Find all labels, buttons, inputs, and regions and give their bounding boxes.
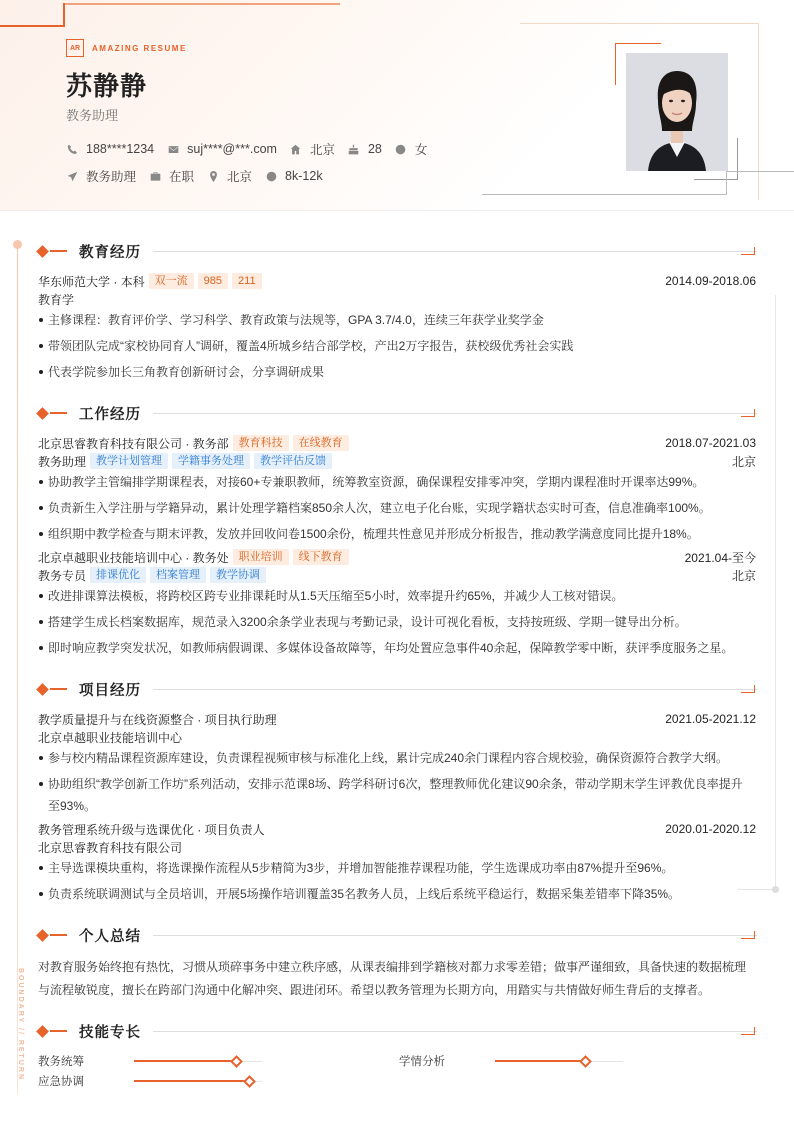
company-name: 北京卓越职业技能培训中心 · 教务处 [38, 550, 229, 565]
decorative-line [726, 171, 794, 172]
project-org-line [38, 839, 756, 855]
send-icon [66, 170, 78, 182]
major: 教育学 [38, 292, 75, 307]
date-range: 2021.04-至今 [684, 550, 756, 565]
work-city: 北京 [731, 454, 756, 469]
tag: 在线教育 [293, 435, 349, 451]
skill-item [38, 1053, 262, 1069]
rail-dot [772, 886, 779, 893]
decorative-line [50, 1030, 67, 1032]
section-title: 技能专长 [79, 1024, 141, 1041]
corner-mark [741, 247, 755, 255]
section-heading-projects [37, 681, 757, 697]
list-item: 参与校内精品课程资源库建设，负责课程视频审核与标准化上线，累计完成240余门课程内容合规校验，确保资源符合教学大纲。 [38, 747, 750, 769]
contact-age [348, 142, 382, 156]
skill-item [399, 1053, 623, 1069]
intention-status [149, 167, 194, 185]
divider [153, 413, 757, 414]
project-name: 教学质量提升与在线资源整合 · 项目执行助理 [38, 712, 277, 727]
list-item: 即时响应教学突发状况，如教师病假调课、多媒体设备故障等，年均处置应急事件40余起，保障教学零中断，获评季度服务之星。 [38, 637, 750, 659]
intention-position [66, 167, 136, 185]
contact-text: 女 [414, 143, 428, 157]
skill-name: 教务统筹 [38, 1056, 84, 1068]
job-role: 教务助理 [38, 454, 87, 469]
mail-icon [167, 143, 179, 155]
list-item: 主修课程：教育评价学、学习科学、教育政策与法规等，GPA 3.7/4.0，连续三年获学业奖学金 [38, 309, 750, 331]
decorative-line [63, 3, 340, 5]
photo-frame-corner [694, 138, 738, 180]
contact-phone [66, 142, 154, 156]
project-header [38, 821, 756, 837]
list-item: 协助组织“教学创新工作坊”系列活动，安排示范课8场、跨学科研讨6次，整理教师优化建议90余条，带动学期末学生评教优良率提升至93%。 [38, 773, 750, 817]
work-city: 北京 [731, 568, 756, 583]
right-rail [775, 295, 776, 890]
work-header [38, 435, 756, 451]
company-tags [233, 549, 349, 565]
role-tags [90, 567, 266, 583]
section-heading-work [37, 405, 757, 421]
rail-dot [13, 240, 22, 249]
education-header [38, 273, 756, 289]
section-title: 个人总结 [79, 928, 141, 945]
candidate-title: 教务助理 [66, 108, 119, 123]
diamond-icon [36, 929, 49, 942]
list-item: 负责新生入学注册与学籍异动，累计处理学籍档案850余人次，建立电子化台账，实现学籍状态实时可查，信息准确率100%。 [38, 497, 750, 519]
decorative-line [63, 3, 65, 27]
school-tags [149, 273, 262, 289]
rail-label: BOUNDARY // RETURN [17, 968, 24, 1082]
decorative-line [50, 250, 67, 252]
phone-icon [66, 143, 78, 155]
contact-gender [395, 140, 428, 158]
tag: 教学协调 [210, 567, 266, 583]
list-item: 协助教学主管编排学期课程表，对接60+专兼职教师，统筹教室资源，确保课程安排零冲突，学期内课程准时开课率达99%。 [38, 471, 750, 493]
tag: 学籍事务处理 [172, 453, 250, 469]
divider [153, 689, 757, 690]
list-item: 代表学院参加长三角教育创新研讨会，分享调研成果 [38, 361, 750, 383]
contact-row [66, 140, 440, 158]
diamond-icon [36, 1025, 49, 1038]
project-org: 北京卓越职业技能培训中心 [38, 730, 183, 745]
tag: 教学计划管理 [90, 453, 168, 469]
contact-email [167, 142, 277, 156]
corner-mark [741, 685, 755, 693]
skill-knob [230, 1055, 243, 1068]
summary-text: 对教育服务始终抱有热忱，习惯从琐碎事务中建立秩序感，从课表编排到学籍核对都力求零差错；做事严谨细致，具备快速的数据梳理与流程敏锐度，擅长在跨部门沟通中化解冲突、跟进闭环。希望以教务管理为长期方向，用踏实与共情做好师生背后的支撑者。 [38, 960, 747, 997]
corner-mark [741, 409, 755, 417]
tag: 教育科技 [233, 435, 289, 451]
skill-item [38, 1073, 262, 1089]
decorative-line [50, 412, 67, 414]
project-name: 教务管理系统升级与选课优化 · 项目负责人 [38, 822, 265, 837]
company-tags [233, 435, 349, 451]
intention-text: 北京 [227, 170, 253, 184]
contact-text: 28 [367, 142, 382, 156]
section-title: 教育经历 [79, 244, 141, 261]
corner-mark [741, 931, 755, 939]
section-title: 工作经历 [79, 406, 141, 423]
work-role-line [38, 453, 756, 469]
company-name: 北京思睿教育科技有限公司 · 教务部 [38, 436, 229, 451]
tag: 双一流 [149, 273, 194, 289]
divider [153, 1031, 757, 1032]
tag: 排课优化 [90, 567, 146, 583]
left-rail [17, 244, 18, 1094]
list-item: 负责系统联调测试与全员培训，开展5场操作培训覆盖35名教务人员，上线后系统平稳运行，数据采集差错率下降35%。 [38, 883, 750, 905]
intention-text: 8k-12k [285, 169, 323, 183]
intention-city [207, 167, 252, 185]
job-role: 教务专员 [38, 568, 87, 583]
list-item: 主导选课模块重构，将选课操作流程从5步精简为3步，并增加智能推荐课程功能，学生选课成功率由87%提升至96%。 [38, 857, 750, 879]
skill-bar [495, 1061, 623, 1062]
location-pin-icon [207, 170, 219, 182]
diamond-icon [36, 683, 49, 696]
work-header [38, 549, 756, 565]
decorative-line [726, 172, 727, 195]
skill-name: 学情分析 [399, 1056, 445, 1068]
project-org-line [38, 729, 756, 745]
tag: 985 [198, 273, 228, 289]
candidate-name: 苏静静 [66, 71, 148, 101]
contact-text: 188****1234 [86, 142, 155, 156]
date-range: 2021.05-2021.12 [665, 712, 756, 726]
decorative-line [50, 688, 67, 690]
skill-bar-fill [134, 1060, 236, 1062]
cake-icon [348, 143, 360, 155]
skill-knob [579, 1055, 592, 1068]
intention-row [66, 167, 336, 185]
tag: 线下教育 [293, 549, 349, 565]
skill-name: 应急协调 [38, 1076, 84, 1088]
tag: 职业培训 [233, 549, 289, 565]
role-tags [90, 453, 332, 469]
intention-text: 在职 [169, 170, 195, 184]
skill-bar [134, 1061, 262, 1062]
project-header [38, 711, 756, 727]
list-item: 搭建学生成长档案数据库，规范录入3200余条学业表现与考勤记录，设计可视化看板，支持按班级、学期一键导出分析。 [38, 611, 750, 633]
skill-bar-fill [134, 1080, 249, 1082]
brand-text: AMAZING RESUME [92, 43, 187, 53]
contact-city [290, 140, 335, 158]
list-item: 组织期中教学检查与期末评教，发放并回收问卷1500余份，梳理共性意见并形成分析报告，推动教学满意度同比提升18%。 [38, 523, 750, 545]
brand-logo: AR [66, 39, 84, 57]
section-heading-education [37, 243, 757, 259]
diamond-icon [36, 245, 49, 258]
resume-header [0, 0, 794, 211]
date-range: 2018.07-2021.03 [665, 436, 756, 450]
section-heading-skills [37, 1023, 757, 1039]
tag: 教学评估反馈 [254, 453, 332, 469]
skill-bar [134, 1081, 262, 1082]
skill-bar-fill [495, 1060, 585, 1062]
brand [66, 39, 187, 57]
intention-text: 教务助理 [86, 170, 137, 184]
decorative-line [482, 194, 726, 195]
work-role-line [38, 567, 756, 583]
section-title: 项目经历 [79, 682, 141, 699]
contact-text: suj****@***.com [187, 142, 277, 156]
briefcase-icon [149, 170, 161, 182]
decorative-line [0, 25, 64, 27]
divider [153, 251, 757, 252]
contact-text: 北京 [309, 143, 335, 157]
date-range: 2014.09-2018.06 [665, 274, 756, 288]
tag: 档案管理 [150, 567, 206, 583]
school-name: 华东师范大学 · 本科 [38, 274, 145, 289]
project-org: 北京思睿教育科技有限公司 [38, 840, 183, 855]
money-icon [265, 170, 277, 182]
divider [153, 935, 757, 936]
decorative-line [50, 934, 67, 936]
education-major-line [38, 291, 756, 307]
diamond-icon [36, 407, 49, 420]
skill-knob [243, 1075, 256, 1088]
corner-mark [741, 1027, 755, 1035]
date-range: 2020.01-2020.12 [665, 822, 756, 836]
section-heading-summary [37, 927, 757, 943]
list-item: 带领团队完成“家校协同育人”调研，覆盖4所城乡结合部学校，产出2万字报告，获校级优秀社会实践 [38, 335, 750, 357]
tag: 211 [232, 273, 262, 289]
list-item: 改进排课算法模板，将跨校区跨专业排课耗时从1.5天压缩至5小时，效率提升约65%，并减少人工核对错误。 [38, 585, 750, 607]
home-icon [290, 143, 302, 155]
intention-salary [265, 169, 323, 183]
gender-icon [395, 143, 407, 155]
